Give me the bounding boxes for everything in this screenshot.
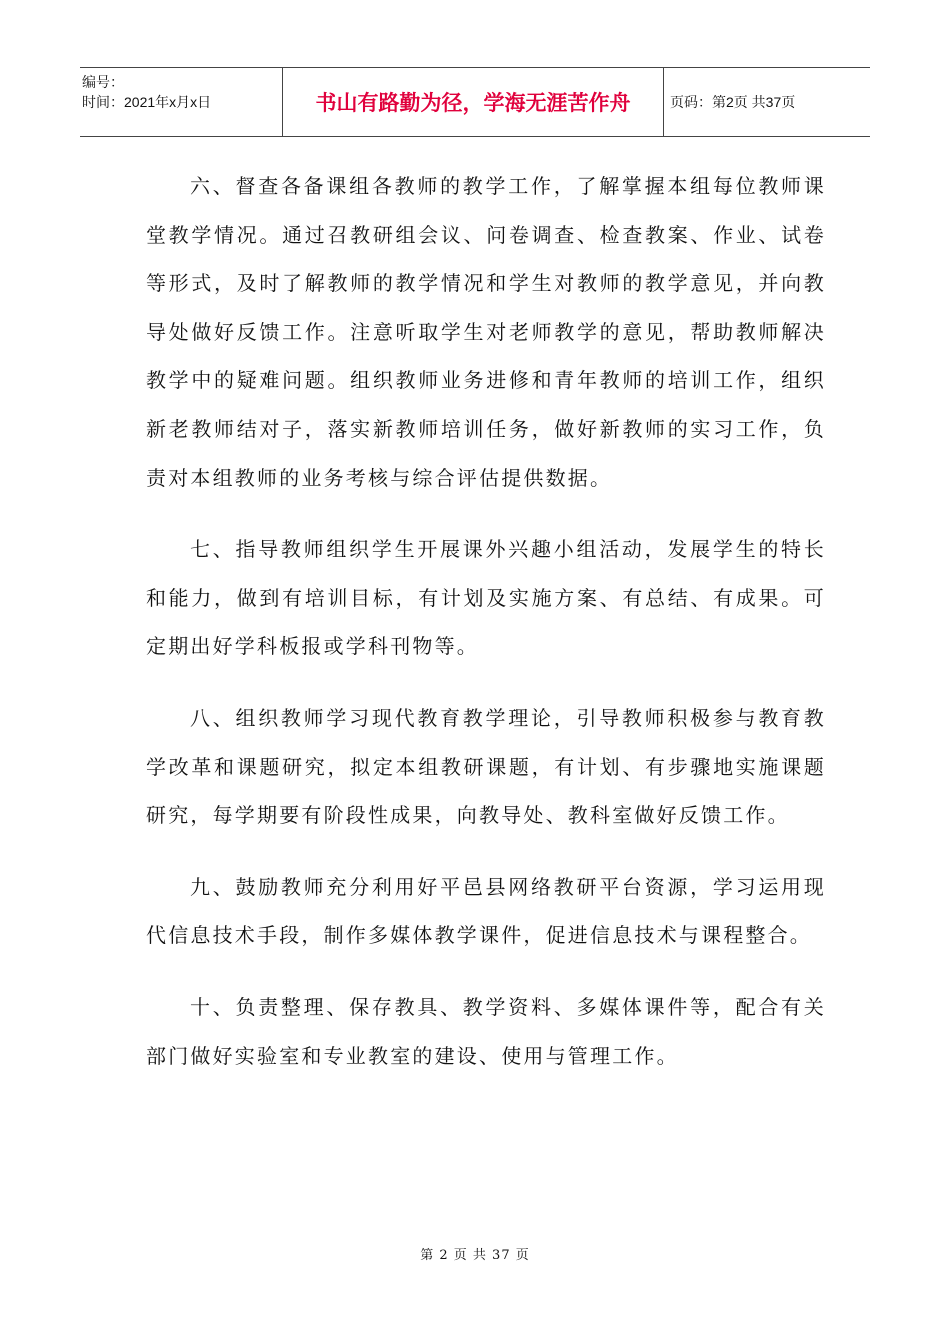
paragraph-6: 六、督查各备课组各教师的教学工作，了解掌握本组每位教师课堂教学情况。通过召教研组会议、问卷调查、检查教案、作业、试卷等形式，及时了解教师的教学情况和学生对教师的教学意见，并向教导处做好反馈工作。注意听取学生对老师教学的意见，帮助教师解决教学中的疑难问题。组织教师业务进修和青年教师的培训工作，组织新老教师结对子，落实新教师培训任务，做好新教师的实习工作，负责对本组教师的业务考核与综合评估提供数据。 xyxy=(146,174,826,490)
header-meta xyxy=(80,68,283,136)
paragraph-10: 十、负责整理、保存教具、教学资料、多媒体课件等，配合有关部门做好实验室和专业教室的建设、使用与管理工作。 xyxy=(146,994,826,1068)
page-footer: 第 2 页 共 37 页 xyxy=(420,1248,530,1263)
page-header xyxy=(80,67,870,137)
paragraph-8: 八、组织教师学习现代教育教学理论，引导教师积极参与教育教学改革和课题研究，拟定本组教研课题，有计划、有步骤地实施课题研究，每学期要有阶段性成果，向教导处、教科室做好反馈工作。 xyxy=(146,705,826,828)
header-motto: 书山有路勤为径，学海无涯苦作舟 xyxy=(283,68,664,136)
paragraph-7: 七、指导教师组织学生开展课外兴趣小组活动，发展学生的特长和能力，做到有培训目标，有计划及实施方案、有总结、有成果。可定期出好学科板报或学科刊物等。 xyxy=(146,537,826,659)
serial-number-label: 编号： xyxy=(82,74,124,90)
time-label: 时间：2021年x月x日 xyxy=(82,94,212,110)
document-body xyxy=(146,162,826,1103)
header-page-info: 页码：第2页 共37页 xyxy=(670,94,796,110)
paragraph-9: 九、鼓励教师充分利用好平邑县网络教研平台资源，学习运用现代信息技术手段，制作多媒体教学课件，促进信息技术与课程整合。 xyxy=(146,874,826,948)
